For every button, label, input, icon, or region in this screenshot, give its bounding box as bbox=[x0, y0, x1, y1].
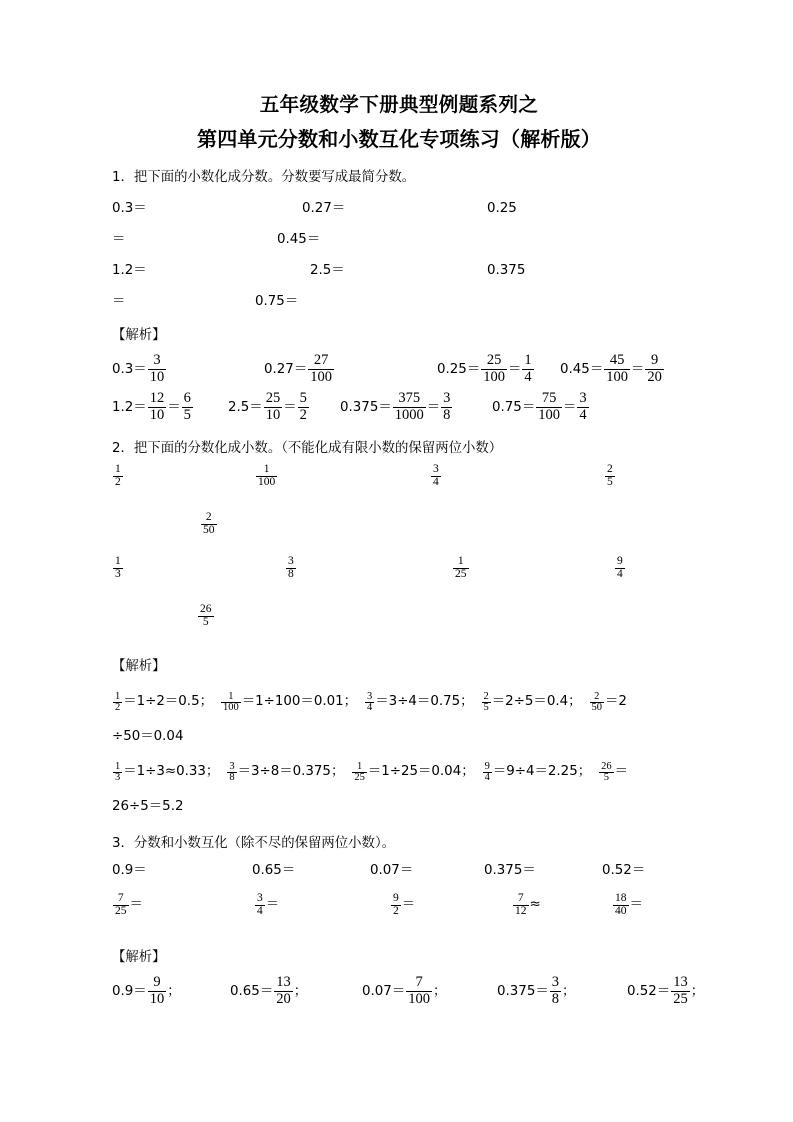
fraction-numerator: 3 bbox=[367, 690, 373, 702]
fraction-problem[interactable] bbox=[200, 512, 218, 537]
fraction bbox=[113, 464, 123, 489]
fraction-denominator: 40 bbox=[615, 904, 627, 917]
fraction bbox=[113, 692, 122, 715]
solution-item bbox=[364, 690, 474, 714]
fraction-denominator: 50 bbox=[203, 523, 215, 536]
decimal-value: 2.5 bbox=[228, 400, 250, 415]
fraction-numerator: 7 bbox=[415, 974, 423, 991]
exercise-2-solution-line-2-wrap: 26÷5＝5.2 bbox=[112, 799, 184, 814]
fraction bbox=[298, 391, 309, 422]
fraction-numerator: 1 bbox=[115, 760, 121, 772]
decimal-value: 0.25 bbox=[437, 362, 467, 377]
fraction-numerator: 375 bbox=[398, 390, 421, 407]
solution-item bbox=[437, 351, 535, 389]
fraction-denominator: 2 bbox=[299, 406, 307, 423]
fraction bbox=[113, 762, 122, 785]
fraction bbox=[536, 391, 562, 422]
answer-slot[interactable]: 0.27＝ bbox=[302, 201, 346, 216]
fraction-denominator: 4 bbox=[257, 904, 263, 917]
fraction-numerator: 75 bbox=[541, 390, 557, 407]
fraction-numerator: 1 bbox=[115, 463, 121, 475]
fraction bbox=[590, 692, 605, 715]
fraction bbox=[113, 556, 123, 581]
solution-text: ＝2 bbox=[605, 694, 627, 709]
decimal-value: 0.375 bbox=[340, 400, 379, 415]
solution-item bbox=[112, 973, 181, 1011]
decimal-value: 0.52 bbox=[627, 984, 657, 999]
decimal-value: 0.9 bbox=[112, 984, 134, 999]
solution-item bbox=[482, 760, 592, 784]
fraction bbox=[201, 512, 217, 537]
fraction-numerator: 5 bbox=[299, 390, 307, 407]
fraction-numerator: 1 bbox=[356, 760, 363, 772]
document-title bbox=[112, 0, 686, 156]
answer-slot[interactable]: 0.9＝ bbox=[112, 863, 147, 878]
fraction-numerator: 12 bbox=[149, 390, 165, 407]
fraction-problem[interactable] bbox=[254, 893, 279, 918]
fraction-denominator: 12 bbox=[515, 904, 527, 917]
fraction-denominator: 5 bbox=[607, 475, 613, 488]
fraction-numerator: 9 bbox=[393, 892, 399, 905]
exercise-2-solution-line-1-wrap: ÷50＝0.04 bbox=[112, 729, 184, 744]
fraction-numerator: 9 bbox=[650, 352, 659, 369]
fraction-denominator: 20 bbox=[647, 368, 662, 385]
decimal-value: 0.375 bbox=[497, 984, 536, 999]
answer-slot[interactable]: 0.25 bbox=[487, 201, 517, 216]
fraction-numerator: 9 bbox=[484, 760, 490, 772]
fraction-numerator: 3 bbox=[551, 974, 559, 991]
fraction-denominator: 4 bbox=[433, 475, 439, 488]
exercise-2-row-3 bbox=[112, 556, 686, 604]
fraction-denominator: 2 bbox=[115, 475, 121, 488]
solution-item bbox=[220, 690, 358, 714]
fraction-denominator: 8 bbox=[443, 406, 451, 423]
equals-sign: ＝ bbox=[426, 400, 441, 415]
fraction bbox=[605, 464, 615, 489]
fraction-problem[interactable] bbox=[112, 556, 124, 581]
solution-item bbox=[589, 690, 627, 714]
fraction-denominator: 4 bbox=[367, 702, 373, 714]
solution-item bbox=[340, 389, 453, 427]
exercise-1-heading: 1．把下面的小数化成分数。分数要写成最简分数。 bbox=[112, 170, 416, 185]
fraction bbox=[113, 893, 129, 918]
solution-item bbox=[112, 351, 167, 389]
solution-text: ＝ bbox=[614, 764, 628, 779]
exercise-3-solution-line-1 bbox=[112, 973, 705, 1011]
exercise-3-row-2 bbox=[112, 893, 686, 939]
exercise-1-row-1 bbox=[112, 193, 686, 224]
fraction bbox=[671, 975, 690, 1006]
fraction-denominator: 25 bbox=[455, 567, 467, 580]
equals-sign: ＝ bbox=[133, 362, 147, 377]
fraction-numerator: 1 bbox=[115, 690, 121, 702]
fraction-denominator: 10 bbox=[149, 406, 165, 423]
fraction bbox=[255, 893, 265, 918]
answer-slot[interactable]: 1.2＝ bbox=[112, 263, 147, 278]
fraction-denominator: 100 bbox=[408, 990, 430, 1007]
fraction-numerator: 1 bbox=[115, 555, 121, 567]
separator: ； bbox=[561, 984, 576, 999]
answer-slot[interactable]: 0.75＝ bbox=[255, 294, 299, 309]
fraction bbox=[453, 556, 469, 581]
answer-slot[interactable]: ＝ bbox=[112, 294, 126, 309]
equals-sign: ＝ bbox=[466, 362, 481, 377]
exercise-3-solution-label: 【解析】 bbox=[112, 950, 166, 965]
fraction-numerator: 18 bbox=[615, 892, 627, 905]
separator: ； bbox=[432, 984, 447, 999]
fraction bbox=[148, 353, 167, 384]
answer-slot[interactable]: 0.45＝ bbox=[277, 232, 321, 247]
fraction bbox=[645, 353, 664, 384]
fraction bbox=[227, 762, 236, 785]
equals-sign: ＝ bbox=[293, 362, 308, 377]
fraction-denominator: 5 bbox=[599, 772, 614, 784]
fraction-denominator: 50 bbox=[591, 702, 603, 714]
fraction bbox=[256, 464, 277, 489]
fraction-denominator: 100 bbox=[483, 368, 505, 385]
fraction-denominator: 2 bbox=[115, 702, 121, 714]
solution-item bbox=[627, 973, 704, 1011]
fraction-denominator: 2 bbox=[393, 904, 399, 917]
fraction-numerator: 25 bbox=[265, 390, 281, 407]
fraction-numerator: 3 bbox=[229, 760, 235, 772]
fraction-denominator: 25 bbox=[673, 990, 688, 1007]
exercise-3-row-1 bbox=[112, 859, 686, 893]
fraction-numerator: 45 bbox=[609, 352, 625, 369]
solution-item bbox=[112, 389, 194, 427]
fraction-denominator: 8 bbox=[551, 990, 559, 1007]
fraction bbox=[391, 893, 401, 918]
fraction bbox=[148, 391, 167, 422]
fraction bbox=[482, 692, 491, 715]
fraction-numerator: 9 bbox=[153, 974, 161, 991]
fraction bbox=[483, 762, 492, 785]
fraction-problem[interactable] bbox=[612, 893, 643, 918]
equals-sign: ＝ bbox=[656, 984, 671, 999]
fraction-problem[interactable] bbox=[197, 604, 215, 629]
fraction-numerator: 1 bbox=[524, 352, 532, 369]
fraction-denominator: 100 bbox=[222, 702, 239, 714]
decimal-value: 0.45 bbox=[560, 362, 590, 377]
fraction bbox=[604, 353, 630, 384]
fraction-denominator: 25 bbox=[115, 904, 127, 917]
fraction-numerator: 27 bbox=[313, 352, 329, 369]
fraction-problem[interactable] bbox=[285, 556, 297, 581]
fraction bbox=[264, 391, 283, 422]
answer-slot[interactable]: 0.3＝ bbox=[112, 201, 147, 216]
operator-sign: ＝ bbox=[629, 897, 643, 912]
fraction-denominator: 100 bbox=[538, 406, 560, 423]
fraction-denominator: 5 bbox=[183, 406, 191, 423]
equals-sign: ＝ bbox=[535, 984, 549, 999]
fraction-numerator: 9 bbox=[617, 555, 623, 567]
fraction bbox=[550, 975, 561, 1006]
solution-text: ＝3÷8＝0.375； bbox=[237, 764, 345, 779]
fraction-denominator: 20 bbox=[276, 990, 291, 1007]
exercise-2-heading: 2．把下面的分数化成小数。（不能化成有限小数的保留两位小数） bbox=[112, 441, 503, 456]
fraction-denominator: 1000 bbox=[394, 406, 424, 423]
operator-sign: ＝ bbox=[129, 897, 143, 912]
fraction-numerator: 26 bbox=[200, 603, 212, 615]
equals-sign: ＝ bbox=[283, 400, 297, 415]
fraction-numerator: 3 bbox=[288, 555, 294, 567]
answer-slot[interactable]: ＝ bbox=[112, 232, 126, 247]
fraction-numerator: 3 bbox=[257, 892, 263, 905]
equals-sign: ＝ bbox=[589, 362, 604, 377]
fraction-denominator: 4 bbox=[484, 772, 490, 784]
decimal-value: 0.07 bbox=[362, 984, 392, 999]
solution-item bbox=[230, 973, 307, 1011]
solution-item bbox=[598, 760, 628, 784]
solution-item bbox=[497, 973, 575, 1011]
equals-sign: ＝ bbox=[133, 984, 147, 999]
fraction-problem[interactable] bbox=[452, 556, 470, 581]
exercise-1-solution-label: 【解析】 bbox=[112, 328, 166, 343]
fraction-problem[interactable] bbox=[255, 464, 278, 489]
solution-item bbox=[351, 760, 475, 784]
fraction-numerator: 3 bbox=[443, 390, 451, 407]
fraction bbox=[393, 391, 426, 422]
answer-slot[interactable]: 0.52＝ bbox=[602, 863, 646, 878]
exercise-3-heading: 3．分数和小数互化（除不尽的保留两位小数）。 bbox=[112, 836, 396, 851]
solution-item bbox=[481, 690, 582, 714]
fraction-denominator: 3 bbox=[115, 772, 121, 784]
solution-item bbox=[492, 389, 590, 427]
fraction bbox=[274, 975, 293, 1006]
fraction bbox=[308, 353, 334, 384]
separator: ； bbox=[690, 984, 705, 999]
fraction bbox=[513, 893, 529, 918]
separator: ； bbox=[167, 984, 181, 999]
solution-item bbox=[560, 351, 665, 389]
exercise-2-solution-line-2 bbox=[112, 752, 686, 792]
title-line-2: 第四单元分数和小数互化专项练习（解析版） bbox=[197, 127, 601, 151]
fraction bbox=[481, 353, 507, 384]
exercise-2-row-1 bbox=[112, 464, 686, 512]
fraction-numerator: 2 bbox=[483, 690, 489, 702]
fraction-denominator: 10 bbox=[149, 990, 165, 1007]
solution-item bbox=[112, 690, 213, 714]
fraction-numerator: 1 bbox=[228, 690, 234, 702]
solution-text: ＝1÷2＝0.5； bbox=[123, 694, 213, 709]
equals-sign: ＝ bbox=[249, 400, 263, 415]
fraction-problem[interactable] bbox=[512, 893, 541, 918]
operator-sign: ≈ bbox=[529, 896, 541, 912]
exercise-1-row-3 bbox=[112, 255, 686, 286]
answer-slot[interactable]: 0.65＝ bbox=[252, 863, 296, 878]
fraction bbox=[441, 391, 452, 422]
exercise-2-solution-label: 【解析】 bbox=[112, 659, 166, 674]
worksheet-page bbox=[112, 0, 705, 1122]
fraction bbox=[198, 604, 214, 629]
exercise-1-row-2 bbox=[112, 224, 686, 255]
fraction bbox=[577, 391, 588, 422]
answer-slot[interactable]: 2.5＝ bbox=[310, 263, 345, 278]
operator-sign: ＝ bbox=[401, 897, 416, 912]
solution-text: ＝1÷3≈0.33； bbox=[123, 764, 220, 779]
fraction-numerator: 13 bbox=[673, 974, 688, 991]
fraction-numerator: 1 bbox=[263, 463, 270, 475]
solution-item bbox=[362, 973, 446, 1011]
equals-sign: ＝ bbox=[630, 362, 645, 377]
fraction-denominator: 3 bbox=[115, 567, 121, 580]
fraction bbox=[221, 692, 241, 715]
fraction-denominator: 100 bbox=[310, 368, 332, 385]
fraction bbox=[615, 556, 625, 581]
fraction bbox=[148, 975, 167, 1006]
fraction bbox=[406, 975, 432, 1006]
fraction-problem[interactable] bbox=[390, 893, 415, 918]
decimal-value: 0.3 bbox=[112, 362, 134, 377]
solution-item bbox=[226, 760, 345, 784]
fraction-denominator: 100 bbox=[606, 368, 628, 385]
fraction-numerator: 7 bbox=[117, 892, 124, 905]
fraction bbox=[365, 692, 374, 715]
exercise-2-row-4 bbox=[112, 604, 686, 648]
fraction-problem[interactable] bbox=[112, 893, 143, 918]
title-line-1: 五年级数学下册典型例题系列之 bbox=[259, 93, 539, 116]
fraction-denominator: 8 bbox=[229, 772, 235, 784]
fraction-problem[interactable] bbox=[112, 464, 124, 489]
fraction-problem[interactable] bbox=[614, 556, 626, 581]
solution-item bbox=[228, 389, 310, 427]
decimal-value: 0.75 bbox=[492, 400, 522, 415]
solution-item bbox=[264, 351, 335, 389]
equals-sign: ＝ bbox=[259, 984, 274, 999]
fraction-denominator: 4 bbox=[579, 406, 587, 423]
fraction-numerator: 3 bbox=[433, 463, 439, 475]
fraction bbox=[431, 464, 441, 489]
decimal-value: 0.65 bbox=[230, 984, 260, 999]
fraction-denominator: 10 bbox=[149, 368, 165, 385]
operator-sign: ＝ bbox=[265, 897, 280, 912]
fraction-numerator: 7 bbox=[517, 892, 524, 904]
fraction-problem[interactable] bbox=[604, 464, 616, 489]
fraction-numerator: 25 bbox=[486, 352, 502, 369]
fraction-problem[interactable] bbox=[430, 464, 442, 489]
fraction-numerator: 2 bbox=[607, 463, 613, 475]
fraction-denominator: 8 bbox=[288, 567, 294, 580]
answer-slot[interactable]: 0.375 bbox=[487, 263, 526, 278]
solution-text: ＝1÷25＝0.04； bbox=[367, 764, 475, 779]
fraction-numerator: 13 bbox=[276, 974, 291, 991]
fraction bbox=[352, 762, 367, 785]
exercise-2-solution-line-1 bbox=[112, 682, 686, 722]
decimal-value: 1.2 bbox=[112, 400, 134, 415]
answer-slot[interactable]: 0.07＝ bbox=[370, 863, 414, 878]
solution-text: ＝1÷100＝0.01； bbox=[241, 694, 358, 709]
equals-sign: ＝ bbox=[507, 362, 522, 377]
exercise-1-solution-line-1 bbox=[112, 351, 686, 389]
fraction-denominator: 25 bbox=[354, 772, 365, 784]
fraction-numerator: 3 bbox=[579, 390, 587, 407]
exercise-1-row-4 bbox=[112, 286, 686, 317]
fraction-numerator: 6 bbox=[183, 390, 191, 407]
decimal-value: 0.27 bbox=[264, 362, 294, 377]
fraction-denominator: 4 bbox=[524, 368, 532, 385]
equals-sign: ＝ bbox=[391, 984, 406, 999]
fraction-denominator: 4 bbox=[617, 567, 623, 580]
solution-text: ＝3÷4＝0.75； bbox=[375, 694, 474, 709]
solution-text: ＝2÷5＝0.4； bbox=[491, 694, 582, 709]
fraction-numerator: 26 bbox=[601, 760, 612, 772]
fraction-numerator: 2 bbox=[205, 511, 212, 523]
solution-text: ＝9÷4＝2.25； bbox=[492, 764, 592, 779]
fraction-numerator: 1 bbox=[457, 555, 464, 567]
separator: ； bbox=[293, 984, 308, 999]
exercise-1-solution-line-2 bbox=[112, 389, 686, 427]
fraction-denominator: 5 bbox=[483, 702, 489, 714]
fraction-numerator: 3 bbox=[153, 352, 161, 369]
fraction-denominator: 5 bbox=[198, 616, 214, 629]
fraction bbox=[182, 391, 193, 422]
equals-sign: ＝ bbox=[378, 400, 392, 415]
exercise-2-row-2 bbox=[112, 512, 686, 556]
fraction-numerator: 2 bbox=[594, 690, 600, 702]
fraction bbox=[286, 556, 296, 581]
equals-sign: ＝ bbox=[562, 400, 577, 415]
equals-sign: ＝ bbox=[133, 400, 147, 415]
answer-slot[interactable]: 0.375＝ bbox=[484, 863, 536, 878]
fraction bbox=[599, 762, 614, 785]
equals-sign: ＝ bbox=[167, 400, 181, 415]
fraction-denominator: 100 bbox=[258, 475, 276, 488]
solution-item bbox=[112, 760, 220, 784]
fraction-denominator: 10 bbox=[265, 406, 281, 423]
fraction bbox=[522, 353, 533, 384]
fraction bbox=[613, 893, 629, 918]
equals-sign: ＝ bbox=[521, 400, 536, 415]
